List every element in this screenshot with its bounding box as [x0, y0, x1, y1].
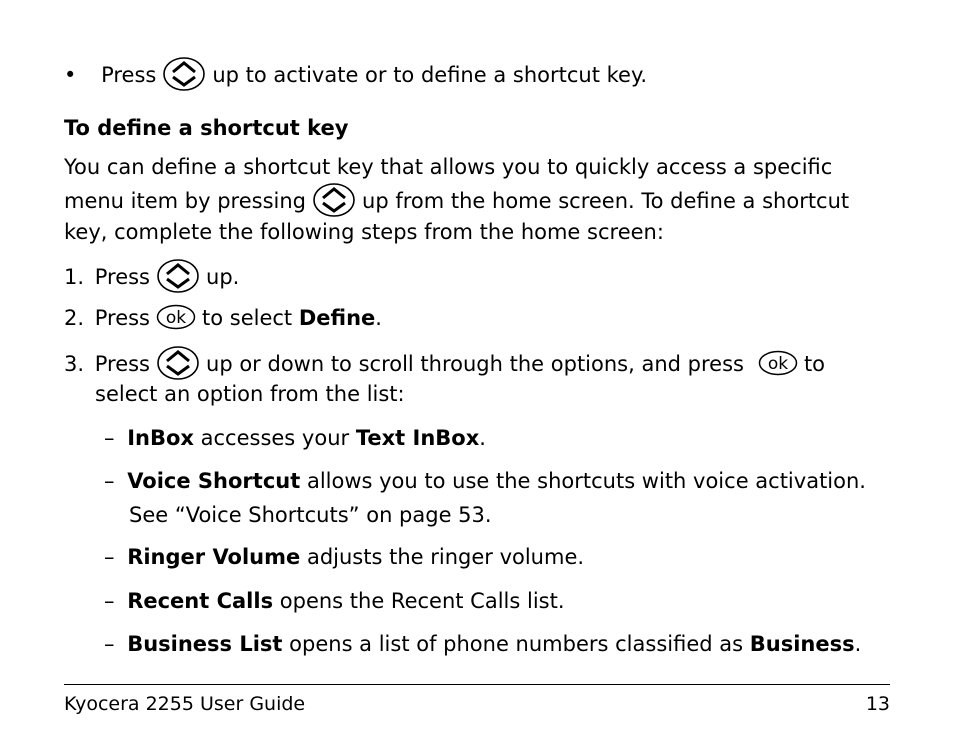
option-text: accesses your: [200, 426, 350, 450]
ok-key-icon: [758, 350, 798, 376]
footer-title: Kyocera 2255 User Guide: [64, 693, 306, 715]
option-title: Voice Shortcut: [127, 469, 301, 493]
bullet-item: [64, 60, 647, 92]
option-title: Ringer Volume: [127, 545, 301, 569]
section-heading: To define a shortcut key: [64, 116, 349, 140]
step-press: Press: [94, 265, 151, 289]
step-3-line-2: select an option from the list:: [95, 382, 405, 406]
ok-key-label: ok: [767, 354, 789, 374]
option-dash: –: [104, 469, 115, 493]
option-inbox: [104, 425, 486, 451]
navigation-key-icon: [156, 345, 200, 381]
step-text-end: to: [803, 352, 826, 376]
option-dash: –: [104, 632, 115, 656]
intro-line-2: [64, 186, 849, 218]
navigation-key-icon: [162, 56, 206, 92]
intro-line-3: key, complete the following steps from the home screen:: [64, 220, 664, 244]
option-bold: Text InBox: [355, 426, 480, 450]
option-text: allows you to use the shortcuts with voice activation.: [306, 469, 866, 493]
option-dash: –: [104, 589, 115, 613]
step-bold: Define: [298, 306, 376, 330]
option-ringer-volume: [104, 544, 584, 570]
option-business-list: [104, 631, 861, 657]
navigation-key-icon: [312, 182, 356, 218]
step-number: 1.: [64, 265, 85, 289]
step-text: up.: [206, 265, 240, 289]
navigation-key-icon: [156, 258, 200, 294]
intro-line-1: You can define a shortcut key that allows you to quickly access a specific: [64, 155, 833, 179]
option-end: .: [479, 426, 486, 450]
option-dash: –: [104, 426, 115, 450]
step-text: up or down to scroll through the options, and press: [206, 352, 744, 376]
option-title: InBox: [127, 426, 194, 450]
option-title: Business List: [127, 632, 283, 656]
option-voice-shortcut-line-2: See “Voice Shortcuts” on page 53.: [129, 503, 492, 527]
option-text: opens a list of phone numbers classified as: [289, 632, 744, 656]
intro-line-2-b: up from the home screen. To define a shortcut: [362, 189, 850, 213]
step-1: [64, 262, 239, 294]
step-end: .: [375, 306, 382, 330]
step-3: [64, 349, 825, 381]
option-dash: –: [104, 545, 115, 569]
option-end: .: [854, 632, 862, 656]
intro-line-2-a: menu item by pressing: [64, 189, 307, 213]
footer-divider: [64, 684, 890, 685]
option-text: adjusts the ringer volume.: [306, 545, 585, 569]
ok-key-icon: [156, 304, 196, 330]
option-title: Recent Calls: [127, 589, 274, 613]
bullet-text: up to activate or to define a shortcut key.: [212, 63, 648, 87]
step-number: 3.: [64, 352, 85, 376]
bullet-marker: •: [64, 63, 77, 87]
option-text: opens the Recent Calls list.: [279, 589, 565, 613]
option-bold: Business: [749, 632, 855, 656]
page-number: 13: [865, 693, 890, 715]
option-recent-calls: [104, 588, 565, 614]
step-press: Press: [94, 352, 151, 376]
step-text: to select: [202, 306, 293, 330]
option-voice-shortcut: [104, 468, 866, 494]
step-press: Press: [94, 306, 151, 330]
bullet-press: Press: [101, 63, 157, 87]
step-number: 2.: [64, 306, 85, 330]
ok-key-label: ok: [165, 308, 187, 328]
step-2: [64, 305, 382, 331]
